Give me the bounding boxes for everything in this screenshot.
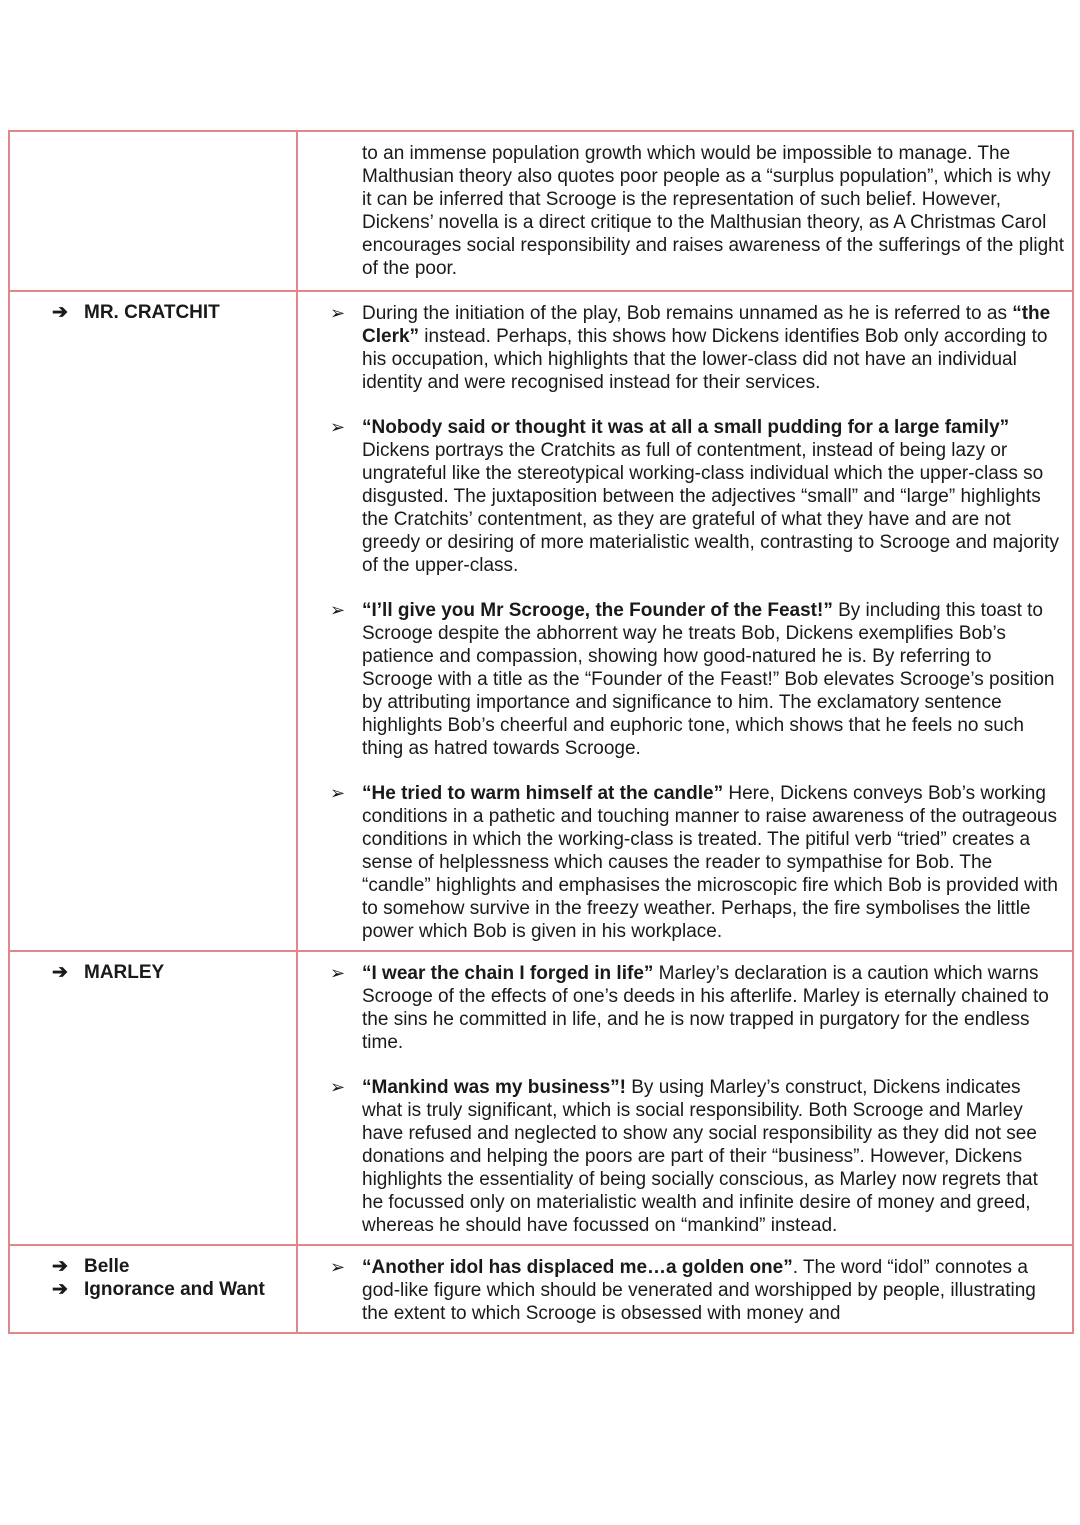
character-item bbox=[52, 301, 296, 324]
character-cell bbox=[9, 131, 297, 291]
character-name: Ignorance and Want bbox=[84, 1279, 265, 1300]
analysis-entry bbox=[330, 302, 1064, 394]
analysis-cell bbox=[297, 131, 1073, 291]
arrowhead-bullet-icon: ➢ bbox=[330, 1257, 346, 1277]
entry-quote: “He tried to warm himself at the candle” bbox=[362, 783, 724, 804]
character-name: MARLEY bbox=[84, 962, 165, 983]
entry-analysis: By using Marley’s construct, Dickens indicates what is truly significant, which is social responsibility. Both Scrooge and Marley have refused and neglected to show any social responsibility as they did not see donations and helping the poors are part of their “business”. However, Dickens highlights the essentiality of being socially conscious, as Marley now regrets that he focussed only on materialistic wealth and infinite desire of money and greed, whereas he should have focussed on “mankind” instead. bbox=[362, 1077, 1038, 1236]
character-cell bbox=[9, 951, 297, 1245]
entry-analysis: By including this toast to Scrooge despite the abhorrent way he treats Bob, Dickens exemplifies Bob’s patience and compassion, showing how good-natured he is. By referring to Scrooge with a title as the “Founder of the Feast!” Bob elevates Scrooge’s position by attributing importance and significance to him. The exclamatory sentence highlights Bob’s cheerful and euphoric tone, which shows that he feels no such thing as hatred towards Scrooge. bbox=[362, 600, 1055, 759]
arrowhead-bullet-icon: ➢ bbox=[330, 1077, 346, 1097]
entry-analysis: Dickens portrays the Cratchits as full of contentment, instead of being lazy or ungrateful like the stereotypical working-class individual which the upper-class so disgusted. The juxtaposition between the adjectives “small” and “large” highlights the Cratchits’ contentment, as they are grateful of what they have and are not greedy or desiring of more materialistic wealth, contrasting to Scrooge and majority of the upper-class. bbox=[362, 440, 1059, 576]
character-cell bbox=[9, 291, 297, 951]
entry-quote: “the Clerk” bbox=[362, 303, 1051, 347]
table-row bbox=[9, 291, 1073, 951]
arrowhead-bullet-icon: ➢ bbox=[330, 417, 346, 437]
notes-table bbox=[8, 130, 1074, 1334]
character-name: MR. CRATCHIT bbox=[84, 302, 220, 323]
analysis-entry bbox=[330, 782, 1064, 943]
character-item bbox=[52, 961, 296, 984]
table-row bbox=[9, 131, 1073, 291]
entry-quote: “Another idol has displaced me…a golden one” bbox=[362, 1257, 793, 1278]
analysis-cell bbox=[297, 1245, 1073, 1333]
arrow-right-icon: ➔ bbox=[52, 302, 68, 323]
entry-analysis: Marley’s declaration is a caution which warns Scrooge of the effects of one’s deeds in his afterlife. Marley is eternally chained to the sins he committed in life, and he is now trapped in purgatory for the endless time. bbox=[362, 963, 1049, 1053]
arrow-right-icon: ➔ bbox=[52, 1256, 68, 1277]
entry-quote: “I wear the chain I forged in life” bbox=[362, 963, 654, 984]
entry-analysis: Here, Dickens conveys Bob’s working conditions in a pathetic and touching manner to raise awareness of the outrageous conditions in which the working-class is treated. The pitiful verb “tried” creates a sense of helplessness which causes the reader to sympathise for Bob. The “candle” highlights and emphasises the microscopic fire which Bob is provided with to somehow survive in the freezy weather. Perhaps, the fire symbolises the little power which Bob is given in his workplace. bbox=[362, 783, 1058, 942]
analysis-entry bbox=[330, 962, 1064, 1054]
analysis-entry bbox=[330, 1076, 1064, 1237]
arrowhead-bullet-icon: ➢ bbox=[330, 600, 346, 620]
analysis-cell bbox=[297, 951, 1073, 1245]
character-cell bbox=[9, 1245, 297, 1333]
entry-lead: During the initiation of the play, Bob remains unnamed as he is referred to as bbox=[362, 303, 1013, 324]
character-item bbox=[52, 1255, 296, 1278]
table-row bbox=[9, 1245, 1073, 1333]
entry-quote: “Nobody said or thought it was at all a small pudding for a large family” bbox=[362, 417, 1010, 438]
continuation-text: to an immense population growth which would be impossible to manage. The Malthusian theory also quotes poor people as a “surplus population”, which is why it can be inferred that Scrooge is the representation of such belief. However, Dickens’ novella is a direct critique to the Malthusian theory, as A Christmas Carol encourages social responsibility and raises awareness of the sufferings of the plight of the poor. bbox=[362, 143, 1064, 279]
entry-analysis: instead. Perhaps, this shows how Dickens identifies Bob only according to his occupation, which highlights that the lower-class did not have an individual identity and were recognised instead for their services. bbox=[362, 326, 1048, 393]
character-name: Belle bbox=[84, 1256, 130, 1277]
arrowhead-bullet-icon: ➢ bbox=[330, 303, 346, 323]
analysis-entry bbox=[330, 416, 1064, 577]
arrow-right-icon: ➔ bbox=[52, 962, 68, 983]
entry-quote: “I’ll give you Mr Scrooge, the Founder of the Feast!” bbox=[362, 600, 833, 621]
analysis-cell bbox=[297, 291, 1073, 951]
arrow-right-icon: ➔ bbox=[52, 1279, 68, 1300]
analysis-entry bbox=[330, 1256, 1064, 1325]
arrowhead-bullet-icon: ➢ bbox=[330, 963, 346, 983]
arrowhead-bullet-icon: ➢ bbox=[330, 783, 346, 803]
table-row bbox=[9, 951, 1073, 1245]
analysis-entry bbox=[330, 599, 1064, 760]
entry-quote: “Mankind was my business”! bbox=[362, 1077, 626, 1098]
entry-analysis: . The word “idol” connotes a god-like figure which should be venerated and worshipped by people, illustrating the extent to which Scrooge is obsessed with money and bbox=[362, 1257, 1036, 1324]
character-item bbox=[52, 1278, 296, 1301]
